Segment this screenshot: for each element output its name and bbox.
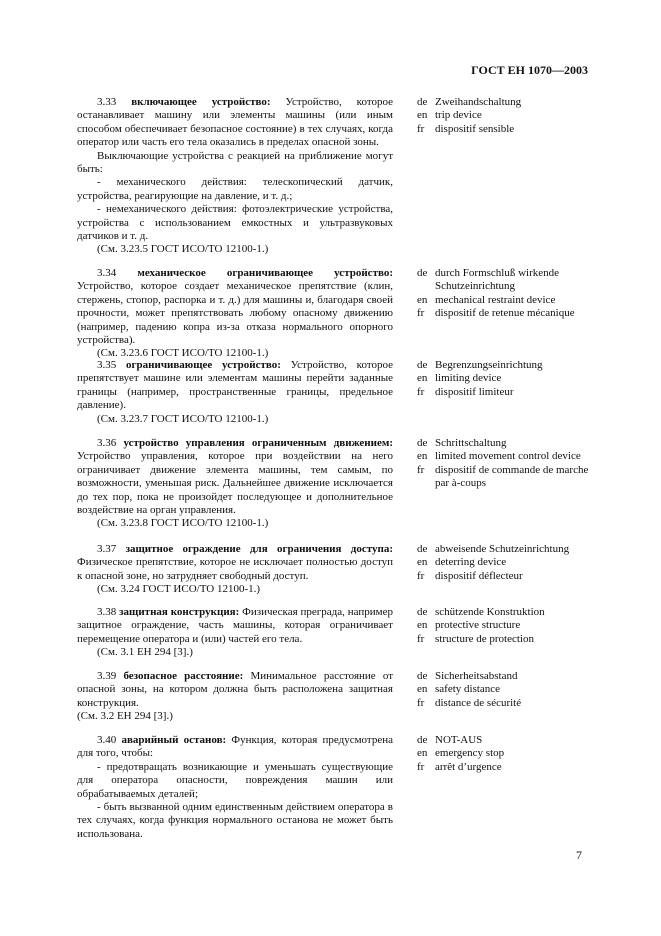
entry-3-39-translations: de Sicherheitsabstand en safety distance fr distance de sécurité: [417, 670, 522, 709]
entry-3-35-text: 3.35 ограничивающее устройство: Устройство, которое препятствует машине или элементам машины перейти заданные границы (например, пространственные границы, предельное давление). (См. 3.23.7 ГОСТ ИСО/ТО 12100-1.): [77, 359, 393, 425]
entry-3-36-translations: de Schrittschaltung en limited movement control device fr dispositif de commande de marche par à-coups: [417, 437, 589, 490]
page-header: ГОСТ ЕН 1070—2003: [471, 63, 588, 77]
entry-3-40-translations: de NOT-AUS en emergency stop fr arrêt d’urgence: [417, 734, 505, 773]
entry-3-34-translations: de durch Formschluß wirkende Schutzeinrichtung en mechanical restraint device fr dispositif de retenue mécanique: [417, 267, 575, 320]
page-number: 7: [576, 848, 582, 862]
entry-3-38-translations: de schützende Konstruktion en protective structure fr structure de protection: [417, 606, 545, 645]
entry-3-39-text: 3.39 безопасное расстояние: Минимальное расстояние от опасной зоны, на котором должна быть расположена защитная конструкция. (См. 3.2 ЕН 294 [3].): [77, 670, 394, 723]
entry-3-36-text: 3.36 устройство управления ограниченным движением: Устройство управления, которое при воздействии на него ограничивает движение элемента машины, тем самым, по возможности, уменьшая риск. Дальнейшее движение исключается до тех пор, пока не произойдет последующее и дополнительное воздействие на орган управления. (См. 3.23.8 ГОСТ ИСО/ТО 12100-1.): [77, 437, 393, 530]
entry-3-38-text: 3.38 защитная конструкция: Физическая преграда, например защитное ограждение, часть машины, которая ограничивает перемещение оператора и (или) частей его тела. (См. 3.1 ЕН 294 [3].): [77, 606, 394, 659]
entry-3-40-text: 3.40 аварийный останов: Функция, которая предусмотрена для того, чтобы: - предотвращать возникающие и уменьшать существующие для оператора опасности, повреждения машин или обрабатываемых деталей; - быть вызванной одним единственным действием оператора в тех случаях, когда функция нормального останова не может быть использована.: [77, 734, 393, 840]
entry-3-33-text: 3.33 включающее устройство: Устройство, которое останавливает машину или элементы машины (или иным способом обеспечивает безопасное состояние) в тех случаях, когда оператор или часть его тела оказались в пределах опасной зоны. Выключающие устройства с реакцией на приближение могут быть: - механического действия: телескопический датчик, устройства, реагирующие на давление, и т. д.; - немеханического действия: фотоэлектрические устройства, устройства с использованием емкостных и ультразвуковых датчиков и т. д. (См. 3.23.5 ГОСТ ИСО/ТО 12100-1.): [77, 96, 393, 256]
entry-3-37-text: 3.37 защитное ограждение для ограничения доступа: Физическое препятствие, которое не исключает полностью доступ к опасной зоне, но затрудняет свободный доступ. (См. 3.24 ГОСТ ИСО/ТО 12100-1.): [77, 543, 393, 596]
entry-3-34-text: 3.34 механическое ограничивающее устройство: Устройство, которое создает механическое препятствие (клин, стержень, стопор, распорка и т. д.) для машины и, благодаря своей прочности, может препятствовать любому опасному движению (например, падению копра из-за отказа нормального опорного устройства). (См. 3.23.6 ГОСТ ИСО/ТО 12100-1.): [77, 267, 393, 360]
entry-3-33-translations: de Zweihandschaltung en trip device fr dispositif sensible: [417, 96, 522, 135]
entry-3-35-translations: de Begrenzungseinrichtung en limiting device fr dispositif limiteur: [417, 359, 543, 398]
entry-3-37-translations: de abweisende Schutzeinrichtung en deterring device fr dispositif déflecteur: [417, 543, 570, 582]
